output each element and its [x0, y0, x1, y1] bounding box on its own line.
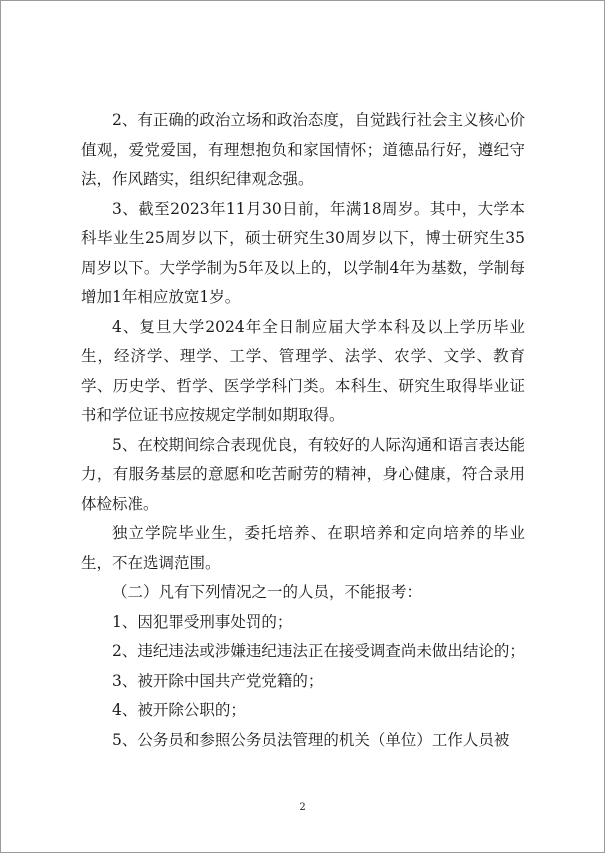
list-item-civil-servant: 5、公务员和参照公务员法管理的机关（单位）工作人员被: [112, 730, 510, 749]
paragraph-political-stance: 2、有正确的政治立场和政治态度，自觉践行社会主义核心价值观，爱党爱国，有理想抱负和家国情怀；道德品行好，遵纪守法，作风踏实，组织纪律观念强。: [81, 111, 525, 188]
list-item-criminal: 1、因犯罪受刑事处罚的；: [112, 612, 293, 631]
list-item-under-investigation: 2、违纪违法或涉嫌违纪违法正在接受调查尚未做出结论的；: [112, 642, 525, 660]
document-body: [81, 106, 525, 755]
paragraph-performance-requirement: 5、在校期间综合表现优良，有较好的人际沟通和语言表达能力，有服务基层的意愿和吃苦耐劳的精神，身心健康，符合录用体检标准。: [81, 435, 525, 513]
paragraph-education-requirement: 4、复旦大学2024年全日制应届大学本科及以上学历毕业生，经济学、理学、工学、管理学、法学、农学、文学、教育学、历史学、哲学、医学学科门类。本科生、研究生取得毕业证书和学位证书应按规定学制如期取得。: [81, 317, 525, 424]
list-item-dismissed: 4、被开除公职的；: [112, 701, 246, 719]
section-heading-ineligible: （二）凡有下列情况之一的人员，不能报考：: [112, 583, 423, 601]
paragraph-age-requirement: 3、截至2023年11月30日前，年满18周岁。其中，大学本科毕业生25周岁以下，硕士研究生30周岁以下，博士研究生35周岁以下。大学学制为5年及以上的，以学制4年为基数，学制每增加1年相应放宽1岁。: [81, 199, 525, 306]
page-number: 2: [299, 802, 306, 813]
list-item-expelled-party: 3、被开除中国共产党党籍的；: [112, 671, 324, 690]
paragraph-exclusions: 独立学院毕业生，委托培养、在职培养和定向培养的毕业生，不在选调范围。: [81, 524, 525, 572]
